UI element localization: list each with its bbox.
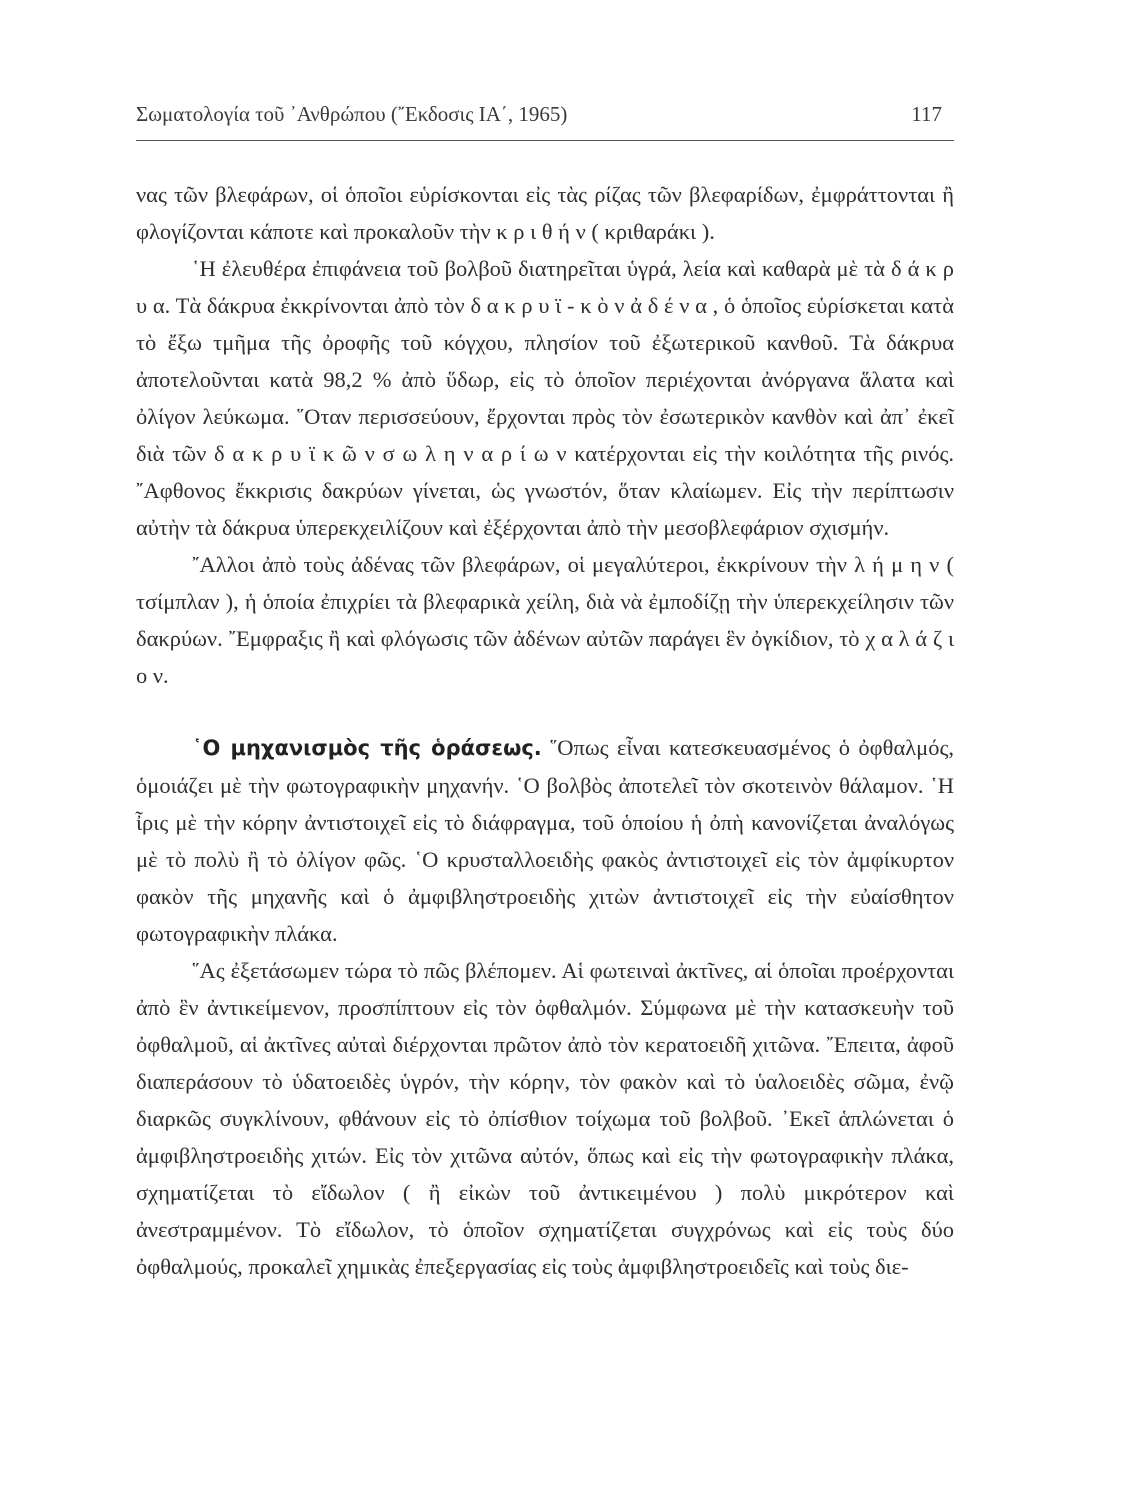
book-page	[136, 0, 954, 1500]
section-heading: ῾Ο μηχανισμὸς τῆς ὁράσεως.	[192, 736, 542, 760]
page-number: 117	[911, 102, 942, 126]
paragraph-vision-mechanism	[136, 729, 954, 952]
paragraph-continuation: νας τῶν βλεφάρων, οἱ ὁποῖοι εὑρίσκονται εἰς τὰς ρίζας τῶν βλεφαρίδων, ἐμφράττονται ἢ φλογίζονται κάποτε καὶ προκαλοῦν τὴν κ ρ ι θ ή ν ( κριθαράκι ).	[136, 182, 954, 244]
body-text	[136, 176, 954, 1285]
running-header	[136, 100, 954, 141]
paragraph-tears: ῾Η ἐλευθέρα ἐπιφάνεια τοῦ βολβοῦ διατηρεῖται ὑγρά, λεία καὶ καθαρὰ μὲ τὰ δ ά κ ρ υ α. Τὰ δάκρυα ἐκκρίνονται ἀπὸ τὸν δ α κ ρ υ ϊ - κ ὸ ν ἀ δ έ ν α , ὁ ὁποῖος εὑρίσκεται κατὰ τὸ ἔξω τμῆμα τῆς ὀροφῆς τοῦ κόγχου, πλησίον τοῦ ἐξωτερικοῦ κανθοῦ. Τὰ δάκρυα ἀποτελοῦνται κατὰ 98,2 % ἀπὸ ὕδωρ, εἰς τὸ ὁποῖον περιέχονται ἀνόργανα ἅλατα καὶ ὀλίγον λεύκωμα. ῞Οταν περισσεύουν, ἔρχονται πρὸς τὸν ἐσωτερικὸν κανθὸν καὶ ἀπ᾿ ἐκεῖ διὰ τῶν δ α κ ρ υ ϊ κ ῶ ν σ ω λ η ν α ρ ί ω ν κατέρχονται εἰς τὴν κοιλότητα τῆς ρινός. ῎Αφθονος ἔκκρισις δακρύων γίνεται, ὡς γνωστόν, ὅταν κλαίωμεν. Εἰς τὴν περίπτωσιν αὐτὴν τὰ δάκρυα ὑπερεκχειλίζουν καὶ ἐξέρχονται ἀπὸ τὴν μεσοβλεφάριον σχισμήν.	[136, 256, 954, 540]
paragraph-glands: ῎Αλλοι ἀπὸ τοὺς ἀδένας τῶν βλεφάρων, οἱ μεγαλύτεροι, ἐκκρίνουν τὴν λ ή μ η ν ( τσίμπλαν ), ἡ ὁποία ἐπιχρίει τὰ βλεφαρικὰ χείλη, διὰ νὰ ἐμποδίζῃ τὴν ὑπερεκχείλησιν τῶν δακρύων. ῎Εμφραξις ἢ καὶ φλόγωσις τῶν ἀδένων αὐτῶν παράγει ἓν ὀγκίδιον, τὸ χ α λ ά ζ ι ο ν.	[136, 552, 954, 688]
running-title: Σωματολογία τοῦ ᾿Ανθρώπου (῎Εκδοσις ΙΑ΄, 1965)	[136, 102, 568, 126]
section-gap	[136, 694, 954, 729]
paragraph-how-we-see: ῞Ας ἐξετάσωμεν τώρα τὸ πῶς βλέπομεν. Αἱ φωτειναὶ ἀκτῖνες, αἱ ὁποῖαι προέρχονται ἀπὸ ἓν ἀντικείμενον, προσπίπτουν εἰς τὸν ὀφθαλμόν. Σύμφωνα μὲ τὴν κατασκευὴν τοῦ ὀφθαλμοῦ, αἱ ἀκτῖνες αὐταὶ διέρχονται πρῶτον ἀπὸ τὸν κερατοειδῆ χιτῶνα. ῎Επειτα, ἀφοῦ διαπεράσουν τὸ ὑδατοειδὲς ὑγρόν, τὴν κόρην, τὸν φακὸν καὶ τὸ ὑαλοειδὲς σῶμα, ἐνῷ διαρκῶς συγκλίνουν, φθάνουν εἰς τὸ ὀπίσθιον τοίχωμα τοῦ βολβοῦ. ᾿Εκεῖ ἁπλώνεται ὁ ἀμφιβληστροειδὴς χιτών. Εἰς τὸν χιτῶνα αὐτόν, ὅπως καὶ εἰς τὴν φωτογραφικὴν πλάκα, σχηματίζεται τὸ εἴδωλον ( ἢ εἰκὼν τοῦ ἀντικειμένου ) πολὺ μικρότερον καὶ ἀνεστραμμένον. Τὸ εἴδωλον, τὸ ὁποῖον σχηματίζεται συγχρόνως καὶ εἰς τοὺς δύο ὀφθαλμούς, προκαλεῖ χημικὰς ἐπεξεργασίας εἰς τοὺς ἀμφιβληστροειδεῖς καὶ τοὺς διε-	[136, 958, 954, 1279]
paragraph-vision-mechanism-text: ῞Οπως εἶναι κατεσκευασμένος ὁ ὀφθαλμός, ὁμοιάζει μὲ τὴν φωτογραφικὴν μηχανήν. ῾Ο βολβὸς ἀποτελεῖ τὸν σκοτεινὸν θάλαμον. ῾Η ἶρις μὲ τὴν κόρην ἀντιστοιχεῖ εἰς τὸ διάφραγμα, τοῦ ὁποίου ἡ ὀπὴ κανονίζεται ἀναλόγως μὲ τὸ πολὺ ἢ τὸ ὀλίγον φῶς. ῾Ο κρυσταλλοειδὴς φακὸς ἀντιστοιχεῖ εἰς τὸν ἀμφίκυρτον φακὸν τῆς μηχανῆς καὶ ὁ ἀμφιβληστροειδὴς χιτὼν ἀντιστοιχεῖ εἰς τὴν εὐαίσθητον φωτογραφικὴν πλάκα.	[136, 735, 954, 946]
